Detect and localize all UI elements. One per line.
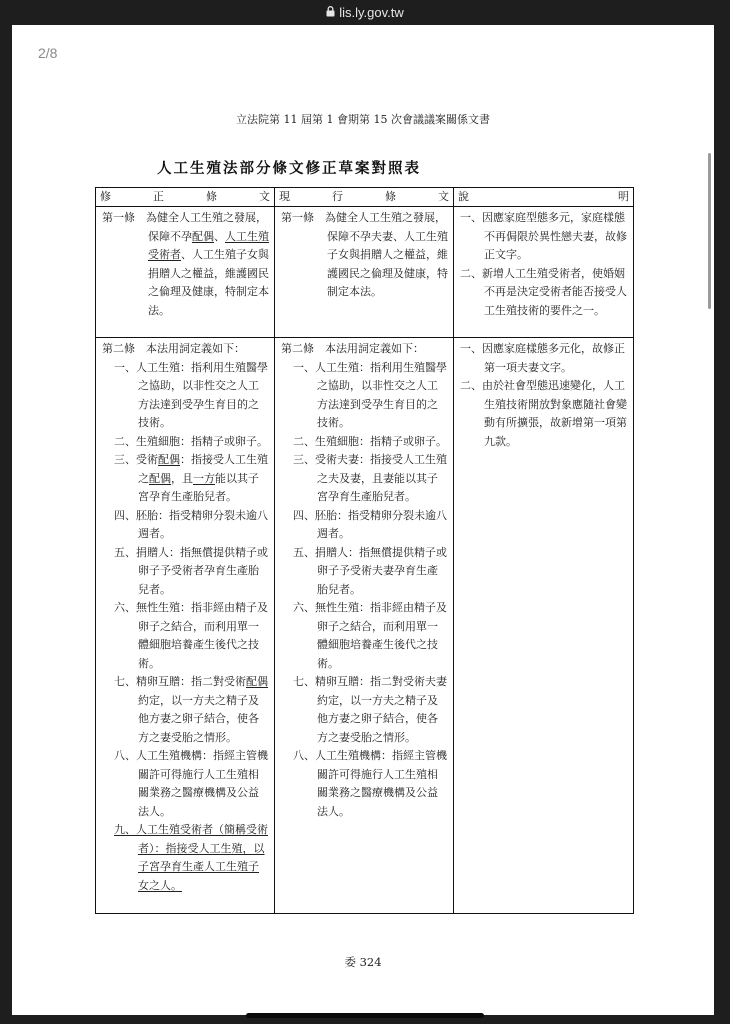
current-cell (275, 207, 454, 338)
definition-item: 三、受術夫妻：指接受人工生殖之夫及妻，且妻能以其子宮孕育生產胎兒者。 (293, 453, 447, 503)
definition-item (102, 451, 269, 507)
text-segment: 二、生殖細胞：指精子或卵子。 (114, 434, 268, 448)
definition-item: 四、胚胎：指受精卵分裂未逾八週者。 (293, 508, 447, 540)
definition-item: 一、人工生殖：指利用生殖醫學之協助，以非性交之人工方法達到受孕生育目的之技術。 (293, 360, 447, 429)
definition-item: 六、無性生殖：指非經由精子及卵子之結合，而利用單一體細胞培養產生後代之技術。 (293, 601, 447, 670)
article-text: 第一條 為健全人工生殖之發展，保障不孕夫妻、人工生殖子女與捐贈人之權益，維護國民之倫理及健康，特制定本法。 (281, 211, 448, 298)
definition-item (102, 359, 269, 433)
table-row (96, 338, 634, 914)
article-intro: 第二條 本法用詞定義如下： (102, 342, 245, 355)
page-counter: 2/8 (38, 45, 58, 61)
text-segment: 八、人工生殖機構：指經主管機關許可得施行人工生殖相關業務之醫療機構及公益法人。 (114, 749, 268, 818)
header-char: 行 (332, 190, 343, 203)
header-char: 現 (279, 190, 290, 203)
text-segment: 一、人工生殖：指利用生殖醫學之協助，以非性交之人工方法達到受孕生育目的之技術。 (114, 360, 268, 429)
text-segment: 五、捐贈人：指無償提供精子或卵子予受術者孕育生產胎兒者。 (114, 545, 268, 596)
definition-item (102, 599, 269, 673)
lock-icon (326, 6, 335, 17)
header-char: 明 (618, 190, 629, 203)
underlined-amendment: 配偶 (246, 675, 268, 688)
header-char: 正 (153, 190, 164, 203)
text-segment: 四、胚胎：指受精卵分裂未逾八週者。 (114, 508, 268, 540)
url-text: lis.ly.gov.tw (339, 4, 404, 20)
note-item: 一、因應家庭樣態多元化，故修正第一項夫妻文字。 (460, 342, 625, 374)
note-item: 二、新增人工生殖受術者，使婚姻不再是決定受術者能否接受人工生殖技術的要件之一。 (460, 266, 627, 317)
definition-item (102, 507, 269, 544)
notes-cell (454, 207, 634, 338)
amended-cell (96, 207, 275, 338)
page-footer: 委 324 (344, 955, 382, 969)
definition-item (102, 433, 269, 452)
text-segment: ，且 (171, 471, 193, 485)
header-amended (96, 188, 275, 207)
definition-item: 二、生殖細胞：指精子或卵子。 (293, 434, 447, 448)
scrollbar-thumb[interactable] (708, 153, 711, 309)
home-indicator[interactable] (246, 1013, 484, 1018)
underlined-amendment: 配偶 (149, 471, 171, 485)
header-current (275, 188, 454, 207)
header-notes (454, 188, 634, 207)
document-header: 立法院第 11 屆第 1 會期第 15 次會議議案關係文書 (236, 113, 490, 126)
header-char: 文 (438, 190, 449, 203)
article-intro: 第二條 本法用詞定義如下： (281, 342, 424, 355)
definition-item: 七、精卵互贈：指二對受術夫妻約定，以一方夫之精子及他方妻之卵子結合，使各方之妻受胎之情形。 (293, 675, 447, 744)
definition-item (102, 747, 269, 821)
document-title: 人工生殖法部分條文修正草案對照表 (157, 160, 421, 177)
header-char: 文 (259, 190, 270, 203)
table-row (96, 207, 634, 338)
browser-url-bar[interactable] (0, 0, 730, 24)
header-char: 修 (100, 190, 111, 203)
text-segment: 第一條 為健全人工生殖之發展，保障不孕 (102, 211, 267, 243)
header-char: 條 (206, 190, 217, 203)
text-segment: 六、無性生殖：指非經由精子及卵子之結合，而利用單一體細胞培養產生後代之技術。 (114, 601, 268, 670)
underlined-amendment: 一方 (193, 471, 215, 485)
text-segment: 七、精卵互贈：指二對受術 (114, 675, 246, 688)
definition-item: 八、人工生殖機構：指經主管機關許可得施行人工生殖相關業務之醫療機構及公益法人。 (293, 749, 447, 818)
text-segment: 三、受術 (114, 453, 158, 466)
text-segment: ：指接受人工生殖之 (138, 453, 268, 485)
text-segment: 約定，以一方夫之精子及他方妻之卵子結合，使各方之妻受胎之情形。 (138, 693, 259, 744)
amended-cell (96, 338, 275, 914)
note-item: 一、因應家庭型態多元，家庭樣態不再侷限於異性戀夫妻，故修正文字。 (460, 211, 627, 261)
definition-item (102, 544, 269, 600)
underlined-amendment: 九、人工生殖受術者（簡稱受術者）：指接受人工生殖，以子宮孕育生產人工生殖子女之人。 (114, 823, 268, 892)
article-text (102, 209, 269, 320)
text-segment: 、 (214, 229, 225, 243)
underlined-amendment: 人工生殖受術者 (148, 229, 269, 261)
text-segment: 、人工生殖子女與捐贈人之權益，維護國民之倫理及健康，特制定本法。 (148, 248, 269, 317)
definition-item: 五、捐贈人：指無償提供精子或卵子予受術夫妻孕育生產胎兒者。 (293, 545, 447, 596)
header-char: 條 (385, 190, 396, 203)
comparison-table (95, 187, 634, 914)
header-char: 說 (458, 190, 469, 203)
definition-item (102, 673, 269, 747)
note-item: 二、由於社會型態迅速變化，人工生殖技術開放對象應隨社會變動有所擴張，故新增第一項第九款。 (460, 379, 627, 448)
underlined-amendment: 配偶 (192, 229, 214, 243)
underlined-amendment: 配偶 (158, 453, 180, 466)
notes-cell (454, 338, 634, 914)
current-cell (275, 338, 454, 914)
definition-item (102, 821, 269, 895)
text-segment: 能以其子宮孕育生產胎兒者。 (138, 471, 259, 503)
pdf-page (12, 25, 714, 1015)
